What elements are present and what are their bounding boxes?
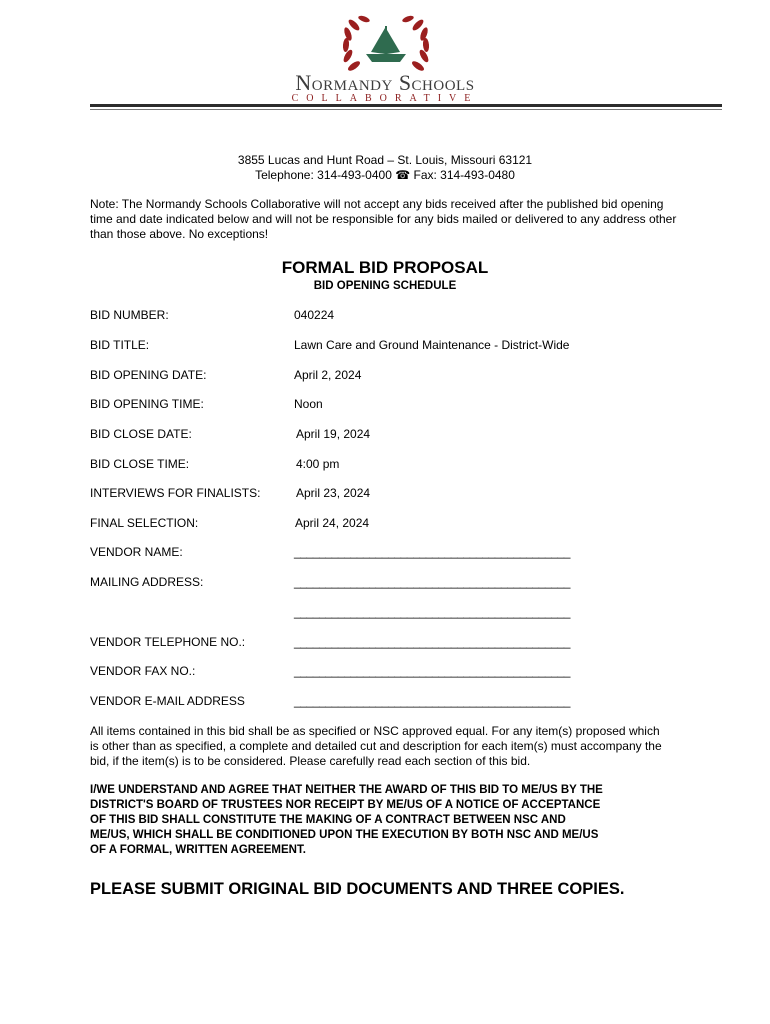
agreement-line-2: DISTRICT'S BOARD OF TRUSTEES NOR RECEIPT BY ME/US OF A NOTICE OF ACCEPTANCE [90, 799, 601, 811]
mailing-address-label: MAILING ADDRESS: [90, 575, 204, 589]
agreement-line-1: I/WE UNDERSTAND AND AGREE THAT NEITHER THE AWARD OF THIS BID TO ME/US BY THE [90, 784, 603, 796]
header-rule-thin [90, 109, 722, 110]
bid-close-time-value: 4:00 pm [296, 457, 340, 471]
organization-subtitle: COLLABORATIVE [291, 93, 479, 104]
specification-paragraph-line-1: All items contained in this bid shall be as specified or NSC approved equal. For any item(s) proposed which [90, 724, 660, 738]
final-selection-value: April 24, 2024 [295, 516, 370, 530]
vendor-name-field[interactable]: ____________________________________________ [294, 545, 571, 559]
address-line: 3855 Lucas and Hunt Road – St. Louis, Missouri 63121 [237, 153, 533, 167]
bid-opening-time-label: BID OPENING TIME: [90, 397, 204, 411]
phone-line: Telephone: 314-493-0400 ☎ Fax: 314-493-0480 [255, 168, 515, 182]
vendor-fax-label: VENDOR FAX NO.: [90, 664, 196, 678]
bid-opening-date-value: April 2, 2024 [294, 368, 362, 382]
bid-close-time-label: BID CLOSE TIME: [90, 457, 190, 471]
vendor-email-label: VENDOR E-MAIL ADDRESS [90, 694, 245, 708]
submit-notice: PLEASE SUBMIT ORIGINAL BID DOCUMENTS AND THREE COPIES. [90, 880, 625, 898]
header-rule [90, 104, 722, 107]
specification-paragraph-line-2: is other than as specified, a complete and detailed cut and description for each item(s) must accompany the [90, 739, 662, 753]
wreath-ship-emblem-icon [338, 14, 434, 78]
agreement-line-4: ME/US, WHICH SHALL BE CONDITIONED UPON THE EXECUTION BY BOTH NSC AND ME/US [90, 829, 599, 841]
vendor-fax-field[interactable]: ____________________________________________ [294, 664, 571, 678]
vendor-telephone-field[interactable]: ____________________________________________ [294, 635, 571, 649]
note-line-1: Note: The Normandy Schools Collaborative will not accept any bids received after the published bid opening [90, 197, 664, 211]
bid-close-date-label: BID CLOSE DATE: [90, 427, 192, 441]
mailing-address-field-line-1[interactable]: ____________________________________________ [294, 575, 571, 589]
vendor-telephone-label: VENDOR TELEPHONE NO.: [90, 635, 246, 649]
bid-title-label: BID TITLE: [90, 338, 150, 352]
bid-opening-time-value: Noon [294, 397, 323, 411]
organization-name: Normandy Schools [295, 70, 475, 95]
bid-title-value: Lawn Care and Ground Maintenance - District-Wide [294, 338, 570, 352]
interviews-value: April 23, 2024 [296, 486, 371, 500]
bid-opening-date-label: BID OPENING DATE: [90, 368, 207, 382]
bid-number-label: BID NUMBER: [90, 308, 169, 322]
interviews-label: INTERVIEWS FOR FINALISTS: [90, 486, 261, 500]
note-line-3: than those above. No exceptions! [90, 227, 269, 241]
agreement-line-3: OF THIS BID SHALL CONSTITUTE THE MAKING OF A CONTRACT BETWEEN NSC AND [90, 814, 566, 826]
mailing-address-field-line-2[interactable]: ____________________________________________ [294, 605, 571, 619]
vendor-email-field[interactable]: ____________________________________________ [294, 694, 571, 708]
bid-number-value: 040224 [294, 308, 335, 322]
schedule-heading: BID OPENING SCHEDULE [313, 280, 457, 292]
agreement-line-5: OF A FORMAL, WRITTEN AGREEMENT. [90, 844, 306, 856]
bid-close-date-value: April 19, 2024 [296, 427, 371, 441]
vendor-name-label: VENDOR NAME: [90, 545, 183, 559]
document-title: FORMAL BID PROPOSAL [281, 258, 489, 277]
specification-paragraph-line-3: bid, if the item(s) is to be considered. Please carefully read each section of this bid. [90, 754, 531, 768]
note-line-2: time and date indicated below and will not be responsible for any bids mailed or delivered to any address other [90, 212, 677, 226]
final-selection-label: FINAL SELECTION: [90, 516, 199, 530]
